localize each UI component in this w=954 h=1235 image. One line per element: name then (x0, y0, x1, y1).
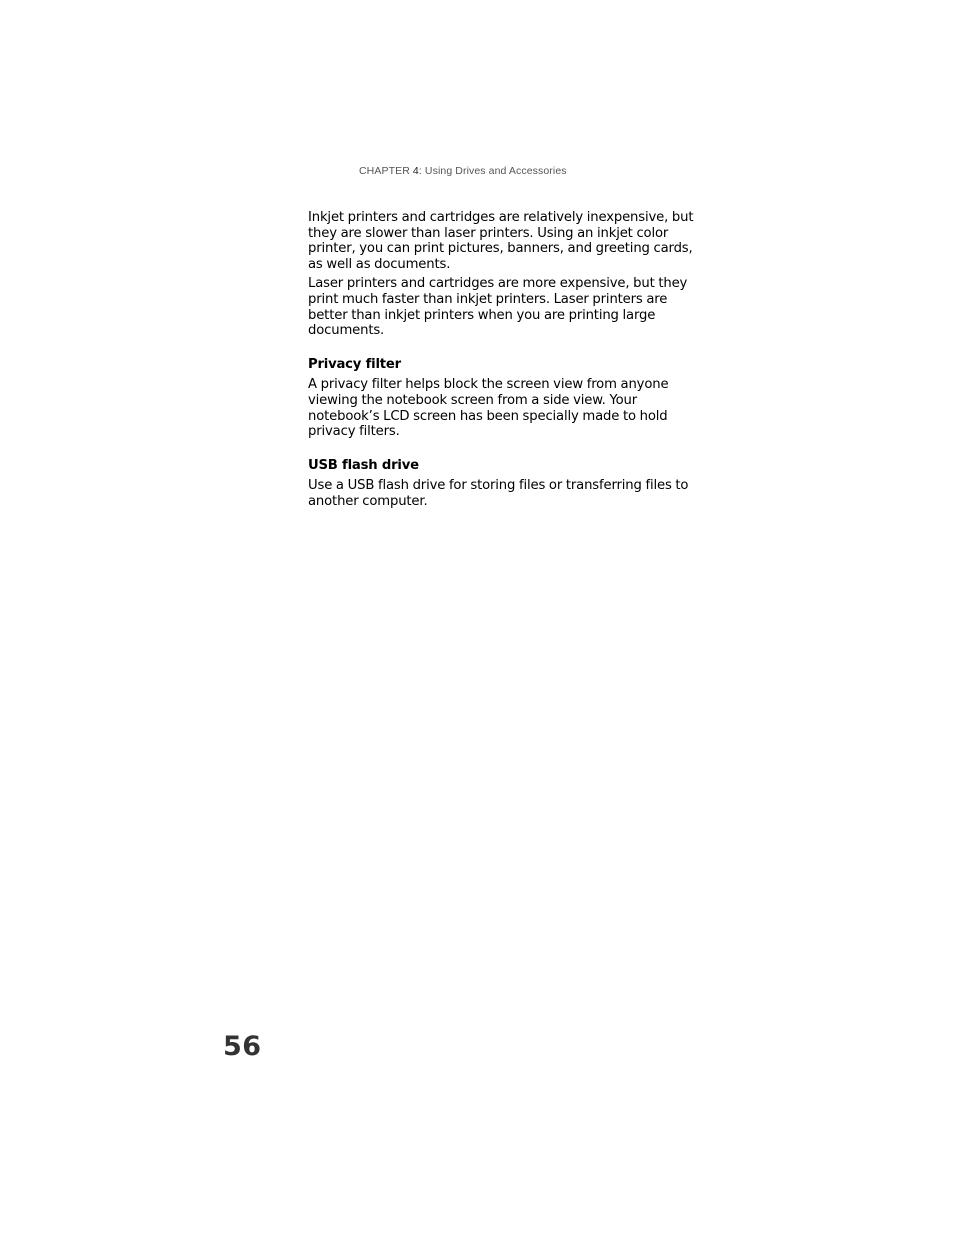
page-content (308, 210, 704, 510)
running-header (359, 165, 567, 177)
laser-paragraph: Laser printers and cartridges are more expensive, but they print much faster than inkjet printers. Laser printers are better than inkjet printers when you are printing large documents. (308, 276, 688, 339)
privacy-filter-paragraph: A privacy filter helps block the screen view from anyone viewing the notebook screen from a side view. Your notebook’s LCD screen has been specially made to hold privacy filters. (308, 377, 669, 440)
privacy-filter-heading: Privacy filter (308, 356, 401, 372)
chapter-separator: : (418, 165, 422, 177)
usb-flash-drive-paragraph: Use a USB flash drive for storing files or transferring files to another computer. (308, 478, 689, 509)
inkjet-paragraph: Inkjet printers and cartridges are relatively inexpensive, but they are slower than laser printers. Using an inkjet color printer, you can print pictures, banners, and greeting cards, as well as documents. (308, 210, 694, 272)
page-number: 56 (223, 1031, 262, 1062)
chapter-number: 4 (412, 165, 419, 177)
chapter-title: Using Drives and Accessories (424, 165, 567, 177)
chapter-label: CHAPTER (359, 165, 410, 177)
usb-flash-drive-heading: USB flash drive (308, 457, 419, 473)
